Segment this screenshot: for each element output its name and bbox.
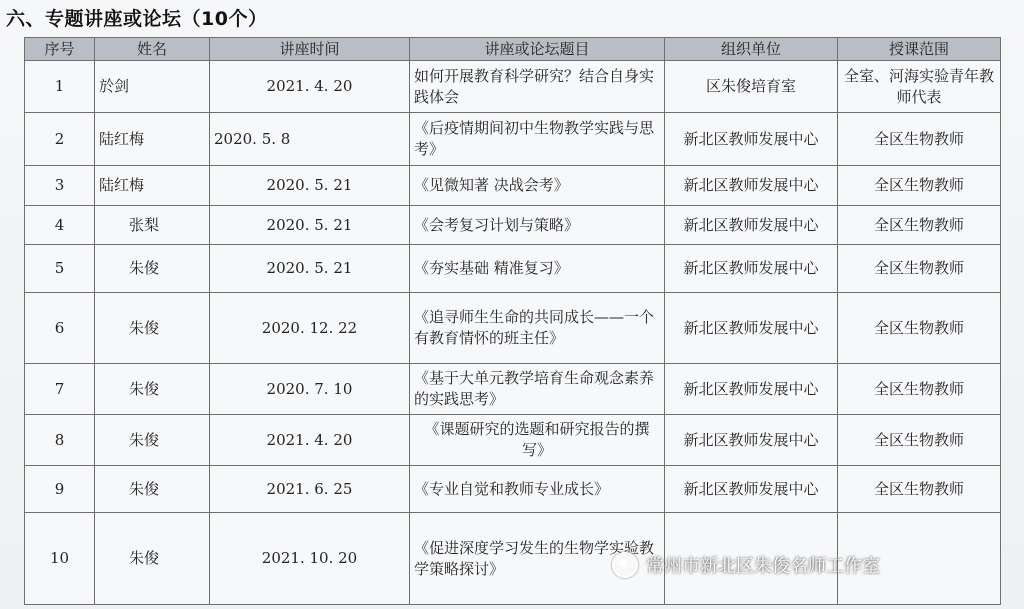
cell-scope: 全区生物教师 [838,166,1001,206]
cell-date: 2021. 10. 20 [210,513,410,605]
cell-topic: 《夯实基础 精准复习》 [410,245,665,293]
cell-topic: 《基于大单元教学培育生命观念素养的实践思考》 [410,364,665,415]
cell-topic: 《促进深度学习发生的生物学实验教学策略探讨》 [410,513,665,605]
cell-scope: 全区生物教师 [838,113,1001,166]
cell-no: 6 [25,293,95,364]
cell-date: 2021. 4. 20 [210,415,410,466]
cell-org: 区朱俊培育室 [665,61,838,113]
table-row [25,415,1001,466]
cell-name: 张梨 [95,206,210,245]
cell-org: 新北区教师发展中心 [665,245,838,293]
table-row [25,466,1001,513]
cell-org: 新北区教师发展中心 [665,206,838,245]
cell-no: 4 [25,206,95,245]
table-row [25,293,1001,364]
cell-no: 9 [25,466,95,513]
cell-org: 新北区教师发展中心 [665,466,838,513]
cell-scope: 全区生物教师 [838,466,1001,513]
cell-no: 7 [25,364,95,415]
table-row [25,113,1001,166]
cell-no: 2 [25,113,95,166]
cell-no: 5 [25,245,95,293]
cell-scope: 全区生物教师 [838,415,1001,466]
table-row [25,61,1001,113]
table-row [25,364,1001,415]
cell-topic: 《会考复习计划与策略》 [410,206,665,245]
cell-topic: 《后疫情期间初中生物教学实践与思考》 [410,113,665,166]
cell-topic: 《追寻师生生命的共同成长——一个有教育情怀的班主任》 [410,293,665,364]
cell-scope: 全区生物教师 [838,293,1001,364]
table-row [25,206,1001,245]
cell-date: 2020. 5. 21 [210,166,410,206]
wechat-icon [612,552,638,578]
cell-scope: 全区生物教师 [838,364,1001,415]
section-title: 六、专题讲座或论坛（10个） [6,8,268,30]
cell-name: 陆红梅 [95,166,210,206]
cell-name: 於剑 [95,61,210,113]
header-org: 组织单位 [665,38,838,61]
cell-topic: 《专业自觉和教师专业成长》 [410,466,665,513]
table-row [25,245,1001,293]
cell-date: 2020. 7. 10 [210,364,410,415]
header-topic: 讲座或论坛题目 [410,38,665,61]
cell-date: 2021. 4. 20 [210,61,410,113]
cell-scope: 全室、河海实验青年教师代表 [838,61,1001,113]
header-date: 讲座时间 [210,38,410,61]
header-no: 序号 [25,38,95,61]
cell-no: 1 [25,61,95,113]
cell-org: 新北区教师发展中心 [665,415,838,466]
cell-name: 朱俊 [95,245,210,293]
cell-name: 朱俊 [95,364,210,415]
cell-org: 新北区教师发展中心 [665,166,838,206]
cell-name: 陆红梅 [95,113,210,166]
cell-no: 10 [25,513,95,605]
header-name: 姓名 [95,38,210,61]
cell-topic: 如何开展教育科学研究？结合自身实践体会 [410,61,665,113]
cell-no: 3 [25,166,95,206]
cell-date: 2020. 5. 21 [210,245,410,293]
cell-topic: 《课题研究的选题和研究报告的撰写》 [410,415,665,466]
cell-name: 朱俊 [95,293,210,364]
cell-org: 新北区教师发展中心 [665,113,838,166]
cell-no: 8 [25,415,95,466]
lecture-table [24,37,1001,605]
cell-scope: 全区生物教师 [838,206,1001,245]
cell-date: 2020. 12. 22 [210,293,410,364]
cell-org: 新北区教师发展中心 [665,364,838,415]
cell-org: 新北区教师发展中心 [665,293,838,364]
cell-name: 朱俊 [95,415,210,466]
header-row [25,38,1001,61]
cell-date: 2021. 6. 25 [210,466,410,513]
watermark-text: 常州市新北区朱俊名师工作室 [646,556,880,577]
cell-name: 朱俊 [95,513,210,605]
cell-name: 朱俊 [95,466,210,513]
cell-scope: 全区生物教师 [838,245,1001,293]
cell-date: 2020. 5. 8 [210,113,410,166]
header-scope: 授课范围 [838,38,1001,61]
table-row [25,166,1001,206]
cell-topic: 《见微知著 决战会考》 [410,166,665,206]
cell-date: 2020. 5. 21 [210,206,410,245]
watermark [612,552,880,578]
